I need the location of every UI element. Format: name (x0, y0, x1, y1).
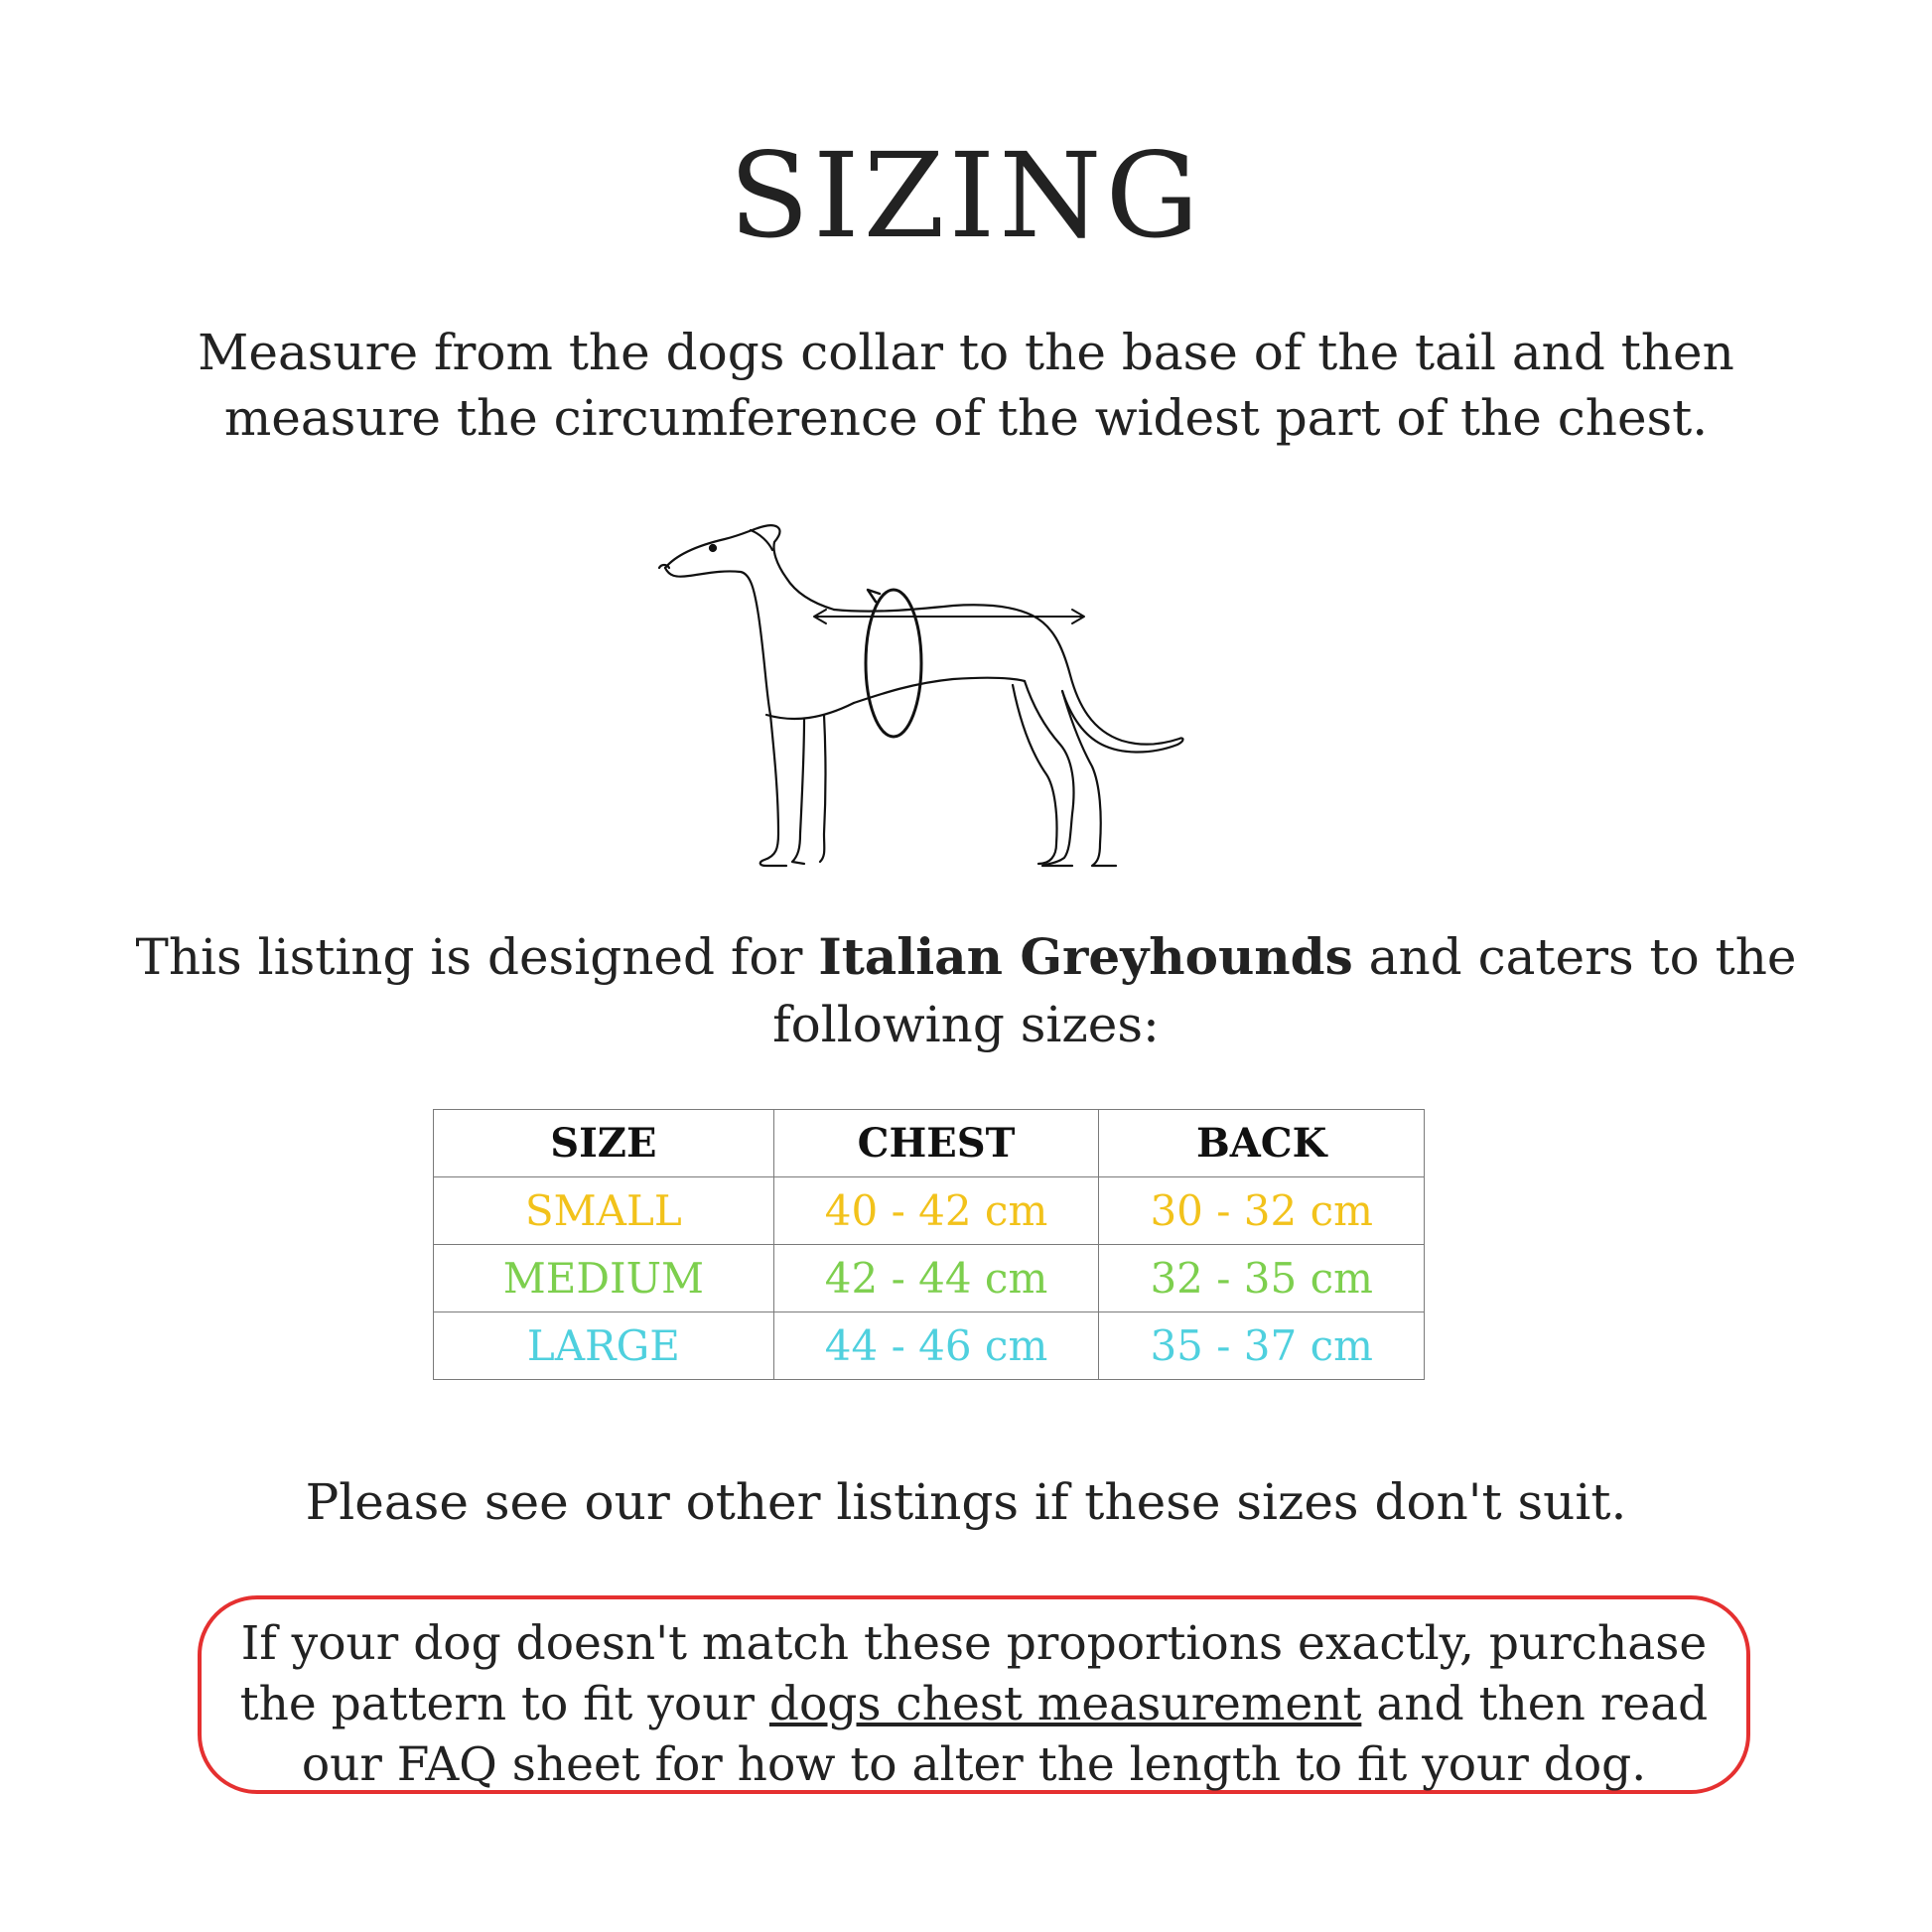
column-header-back: BACK (1099, 1110, 1425, 1177)
listing-text-before: This listing is designed for (135, 928, 819, 986)
greyhound-measurement-icon (655, 506, 1211, 894)
back-cell: 30 - 32 cm (1099, 1177, 1425, 1245)
other-listings-note: Please see our other listings if these sizes don't suit. (305, 1473, 1627, 1531)
listing-description (99, 923, 1833, 1058)
chest-measurement-link[interactable]: dogs chest measurement (768, 1677, 1362, 1731)
proportions-notice (211, 1613, 1736, 1795)
size-cell: SMALL (434, 1177, 774, 1245)
table-row (434, 1177, 1425, 1245)
table-row (434, 1245, 1425, 1312)
notice-text-before: If your dog doesn't match these proportions exactly, purchase the pattern to fit your (239, 1616, 1708, 1731)
notice-text-after: and then read our FAQ sheet for how to alter the length to fit your dog. (301, 1677, 1709, 1792)
chest-cell: 44 - 46 cm (773, 1312, 1099, 1380)
proportions-notice-box (198, 1595, 1750, 1794)
back-cell: 35 - 37 cm (1099, 1312, 1425, 1380)
chest-cell: 40 - 42 cm (773, 1177, 1099, 1245)
table-header-row (434, 1110, 1425, 1177)
page-title: SIZING (729, 127, 1203, 264)
size-table (433, 1109, 1425, 1380)
column-header-size: SIZE (434, 1110, 774, 1177)
table-row (434, 1312, 1425, 1380)
measure-instructions: Measure from the dogs collar to the base of the tail and then measure the circumference of the widest part of the chest. (198, 324, 1734, 447)
back-cell: 32 - 35 cm (1099, 1245, 1425, 1312)
listing-text-after: and caters to the following sizes: (772, 928, 1797, 1053)
breed-name: Italian Greyhounds (818, 927, 1353, 986)
size-cell: LARGE (434, 1312, 774, 1380)
column-header-chest: CHEST (773, 1110, 1099, 1177)
chest-cell: 42 - 44 cm (773, 1245, 1099, 1312)
size-cell: MEDIUM (434, 1245, 774, 1312)
